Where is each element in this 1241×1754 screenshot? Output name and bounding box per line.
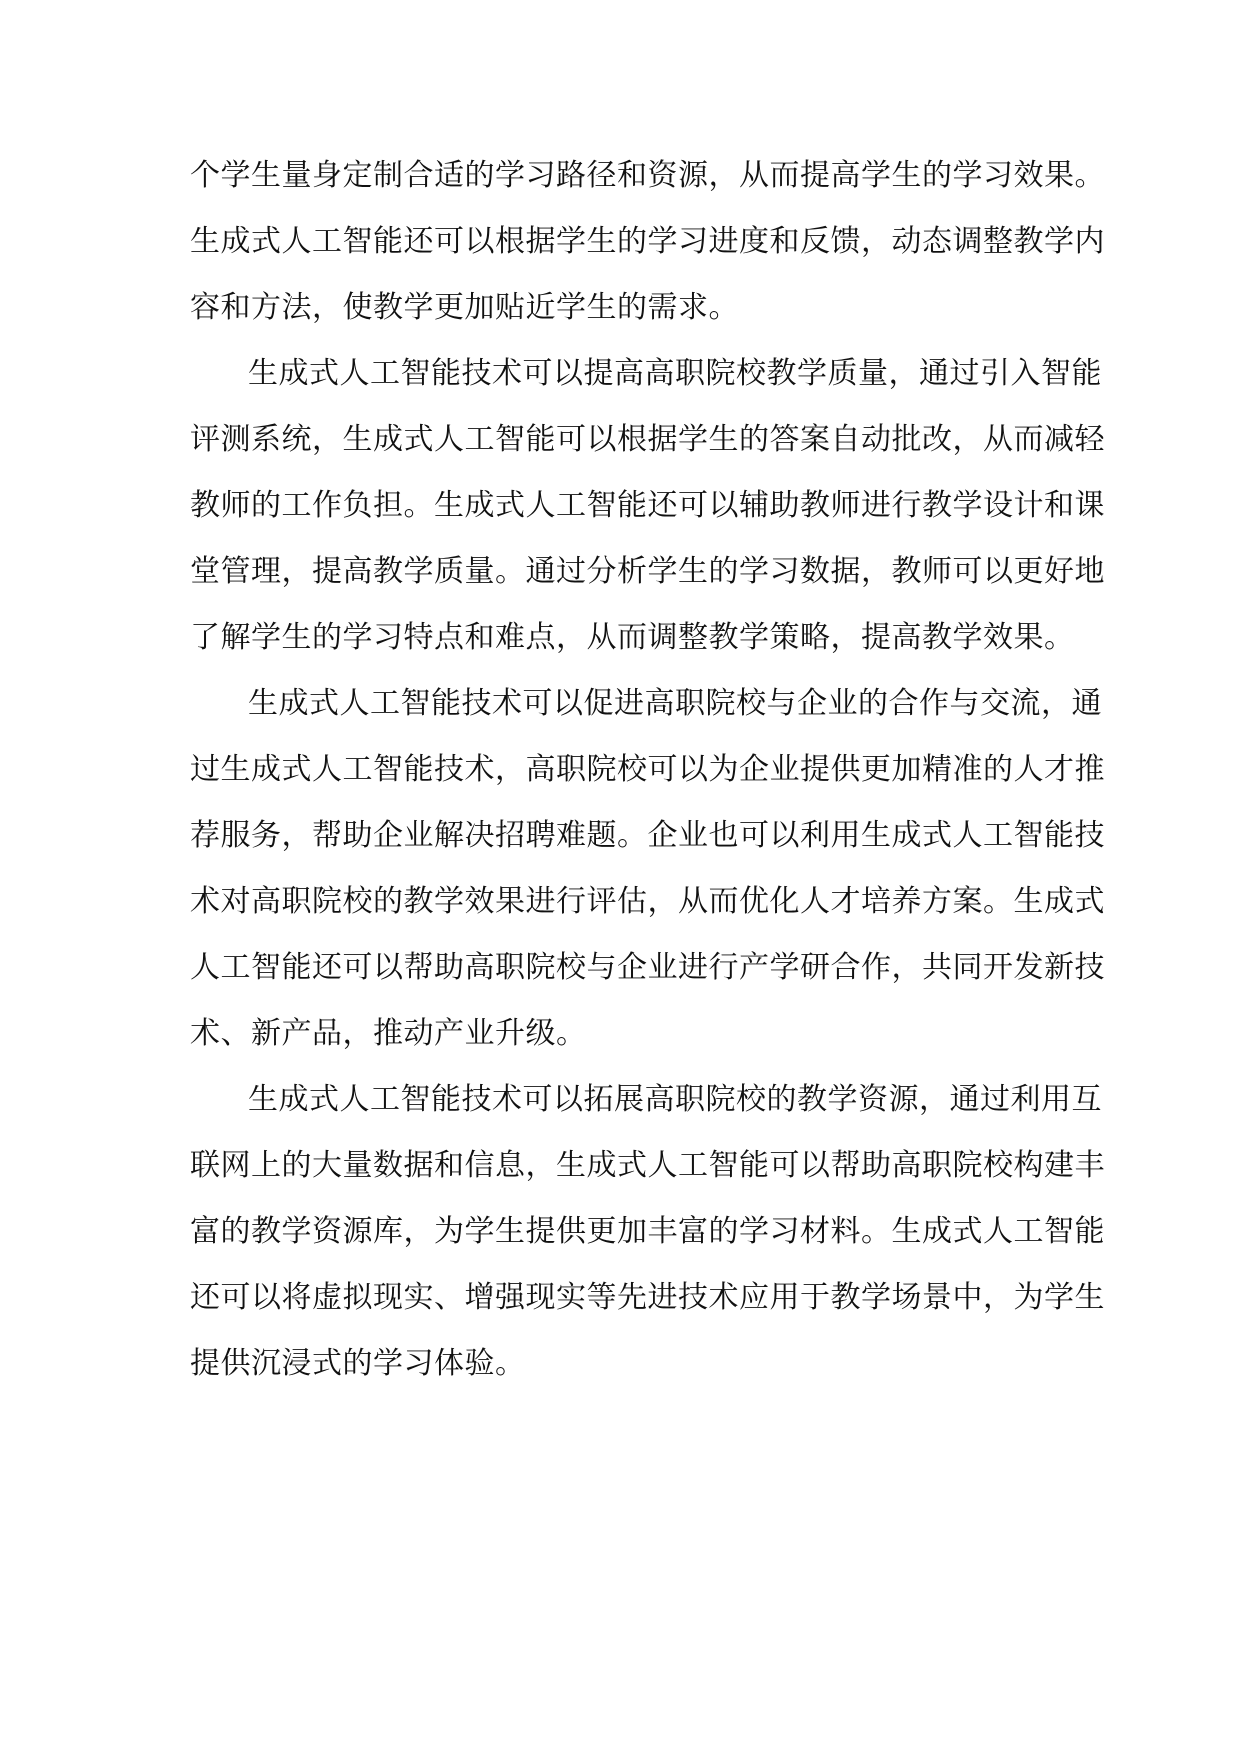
paragraph-1-line-3: 容和方法，使教学更加贴近学生的需求。 bbox=[190, 290, 739, 325]
paragraph-3-line-5: 人工智能还可以帮助高职院校与企业进行产学研合作，共同开发新技 bbox=[190, 950, 1105, 985]
paragraph-2-line-4: 堂管理，提高教学质量。通过分析学生的学习数据，教师可以更好地 bbox=[190, 554, 1105, 589]
paragraph-1-line-2: 生成式人工智能还可以根据学生的学习进度和反馈，动态调整教学内 bbox=[190, 224, 1105, 259]
paragraph-3-line-3: 荐服务，帮助企业解决招聘难题。企业也可以利用生成式人工智能技 bbox=[190, 818, 1105, 853]
paragraph-4-line-4: 还可以将虚拟现实、增强现实等先进技术应用于教学场景中，为学生 bbox=[190, 1280, 1105, 1315]
paragraph-3-line-2: 过生成式人工智能技术，高职院校可以为企业提供更加精准的人才推 bbox=[190, 752, 1105, 787]
paragraph-4-line-3: 富的教学资源库，为学生提供更加丰富的学习材料。生成式人工智能 bbox=[190, 1214, 1105, 1249]
paragraph-3-line-6: 术、新产品，推动产业升级。 bbox=[190, 1016, 587, 1051]
paragraph-2-line-3: 教师的工作负担。生成式人工智能还可以辅助教师进行教学设计和课 bbox=[190, 488, 1105, 523]
paragraph-2-line-2: 评测系统，生成式人工智能可以根据学生的答案自动批改，从而减轻 bbox=[190, 422, 1105, 457]
paragraph-4-line-5: 提供沉浸式的学习体验。 bbox=[190, 1346, 526, 1381]
paragraph-1-line-1: 个学生量身定制合适的学习路径和资源，从而提高学生的学习效果。 bbox=[190, 158, 1105, 193]
paragraph-3-line-1: 生成式人工智能技术可以促进高职院校与企业的合作与交流，通 bbox=[248, 686, 1102, 721]
paragraph-3-line-4: 术对高职院校的教学效果进行评估，从而优化人才培养方案。生成式 bbox=[190, 884, 1105, 919]
paragraph-2-line-1: 生成式人工智能技术可以提高高职院校教学质量，通过引入智能 bbox=[248, 356, 1102, 391]
document-body bbox=[190, 143, 1105, 1397]
paragraph-4-line-2: 联网上的大量数据和信息，生成式人工智能可以帮助高职院校构建丰 bbox=[190, 1148, 1105, 1183]
paragraph-2-line-5: 了解学生的学习特点和难点，从而调整教学策略，提高教学效果。 bbox=[190, 620, 1075, 655]
paragraph-4-line-1: 生成式人工智能技术可以拓展高职院校的教学资源，通过利用互 bbox=[248, 1082, 1102, 1117]
